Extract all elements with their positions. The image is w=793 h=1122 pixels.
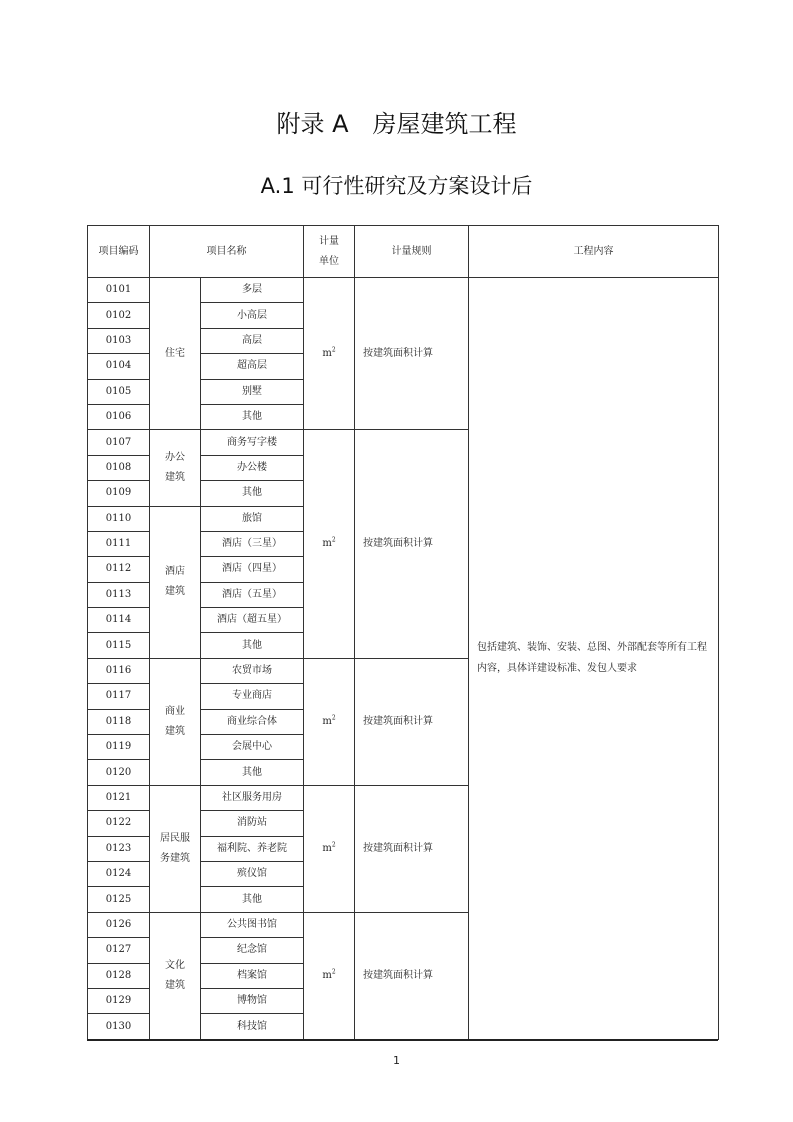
content-cell: 包括建筑、装饰、安装、总图、外部配套等所有工程内容，具体详建设标准、发包人要求 <box>469 278 719 1040</box>
item-name: 商务写字楼 <box>201 430 304 455</box>
item-name: 办公楼 <box>201 455 304 480</box>
item-name: 博物馆 <box>201 988 304 1013</box>
item-code: 0115 <box>88 633 150 658</box>
item-code: 0119 <box>88 735 150 760</box>
section-title: A.1 可行性研究及方案设计后 <box>260 174 533 198</box>
item-code: 0129 <box>88 988 150 1013</box>
unit-cell: $m^2$ <box>304 912 355 1039</box>
item-name: 殡仪馆 <box>201 861 304 886</box>
item-code: 0102 <box>88 303 150 328</box>
item-code: 0128 <box>88 963 150 988</box>
item-name: 高层 <box>201 328 304 353</box>
rule-cell: 按建筑面积计算 <box>355 278 469 430</box>
item-code: 0122 <box>88 811 150 836</box>
page-title: 附录 A 房屋建筑工程 <box>276 110 517 138</box>
table-body <box>88 278 719 1040</box>
item-name: 多层 <box>201 278 304 303</box>
item-name: 酒店（三星） <box>201 531 304 556</box>
item-code: 0101 <box>88 278 150 303</box>
item-code: 0105 <box>88 379 150 404</box>
item-code: 0109 <box>88 481 150 506</box>
item-name: 其他 <box>201 760 304 785</box>
item-code: 0103 <box>88 328 150 353</box>
group-name: 办公建筑 <box>150 430 201 506</box>
table-row <box>88 278 719 303</box>
item-code: 0104 <box>88 354 150 379</box>
project-code-table <box>87 225 719 1040</box>
unit-cell: $m^2$ <box>304 785 355 912</box>
item-code: 0106 <box>88 404 150 429</box>
item-code: 0114 <box>88 608 150 633</box>
item-name: 其他 <box>201 633 304 658</box>
page-number: 1 <box>393 1054 400 1067</box>
group-name: 居民服务建筑 <box>150 785 201 912</box>
item-code: 0111 <box>88 531 150 556</box>
header-rule: 计量规则 <box>355 226 469 278</box>
rule-cell: 按建筑面积计算 <box>355 430 469 659</box>
item-name: 旅馆 <box>201 506 304 531</box>
item-name: 农贸市场 <box>201 658 304 683</box>
item-name: 酒店（四星） <box>201 557 304 582</box>
header-name: 项目名称 <box>150 226 304 278</box>
header-unit: 计量单位 <box>304 226 355 278</box>
item-name: 专业商店 <box>201 684 304 709</box>
unit-cell: $m^2$ <box>304 430 355 659</box>
item-code: 0116 <box>88 658 150 683</box>
unit-cell: $m^2$ <box>304 278 355 430</box>
item-name: 酒店（五星） <box>201 582 304 607</box>
item-name: 公共图书馆 <box>201 912 304 937</box>
item-code: 0118 <box>88 709 150 734</box>
item-name: 其他 <box>201 404 304 429</box>
item-name: 会展中心 <box>201 735 304 760</box>
item-name: 福利院、养老院 <box>201 836 304 861</box>
item-code: 0125 <box>88 887 150 912</box>
item-code: 0130 <box>88 1014 150 1039</box>
item-name: 小高层 <box>201 303 304 328</box>
item-code: 0127 <box>88 938 150 963</box>
item-name: 科技馆 <box>201 1014 304 1039</box>
header-code: 项目编码 <box>88 226 150 278</box>
item-name: 别墅 <box>201 379 304 404</box>
item-code: 0107 <box>88 430 150 455</box>
group-name: 商业建筑 <box>150 658 201 785</box>
table-bottom-rule <box>87 1039 718 1041</box>
item-name: 超高层 <box>201 354 304 379</box>
item-code: 0121 <box>88 785 150 810</box>
group-name: 文化建筑 <box>150 912 201 1039</box>
item-code: 0123 <box>88 836 150 861</box>
item-name: 档案馆 <box>201 963 304 988</box>
table-header-row <box>88 226 719 278</box>
item-code: 0112 <box>88 557 150 582</box>
item-code: 0126 <box>88 912 150 937</box>
item-name: 消防站 <box>201 811 304 836</box>
rule-cell: 按建筑面积计算 <box>355 912 469 1039</box>
item-name: 纪念馆 <box>201 938 304 963</box>
item-code: 0110 <box>88 506 150 531</box>
item-code: 0120 <box>88 760 150 785</box>
unit-cell: $m^2$ <box>304 658 355 785</box>
item-code: 0113 <box>88 582 150 607</box>
item-name: 商业综合体 <box>201 709 304 734</box>
item-name: 社区服务用房 <box>201 785 304 810</box>
item-name: 其他 <box>201 481 304 506</box>
item-code: 0117 <box>88 684 150 709</box>
item-code: 0108 <box>88 455 150 480</box>
group-name: 酒店建筑 <box>150 506 201 658</box>
group-name: 住宅 <box>150 278 201 430</box>
item-code: 0124 <box>88 861 150 886</box>
rule-cell: 按建筑面积计算 <box>355 785 469 912</box>
item-name: 酒店（超五星） <box>201 608 304 633</box>
rule-cell: 按建筑面积计算 <box>355 658 469 785</box>
header-content: 工程内容 <box>469 226 719 278</box>
item-name: 其他 <box>201 887 304 912</box>
